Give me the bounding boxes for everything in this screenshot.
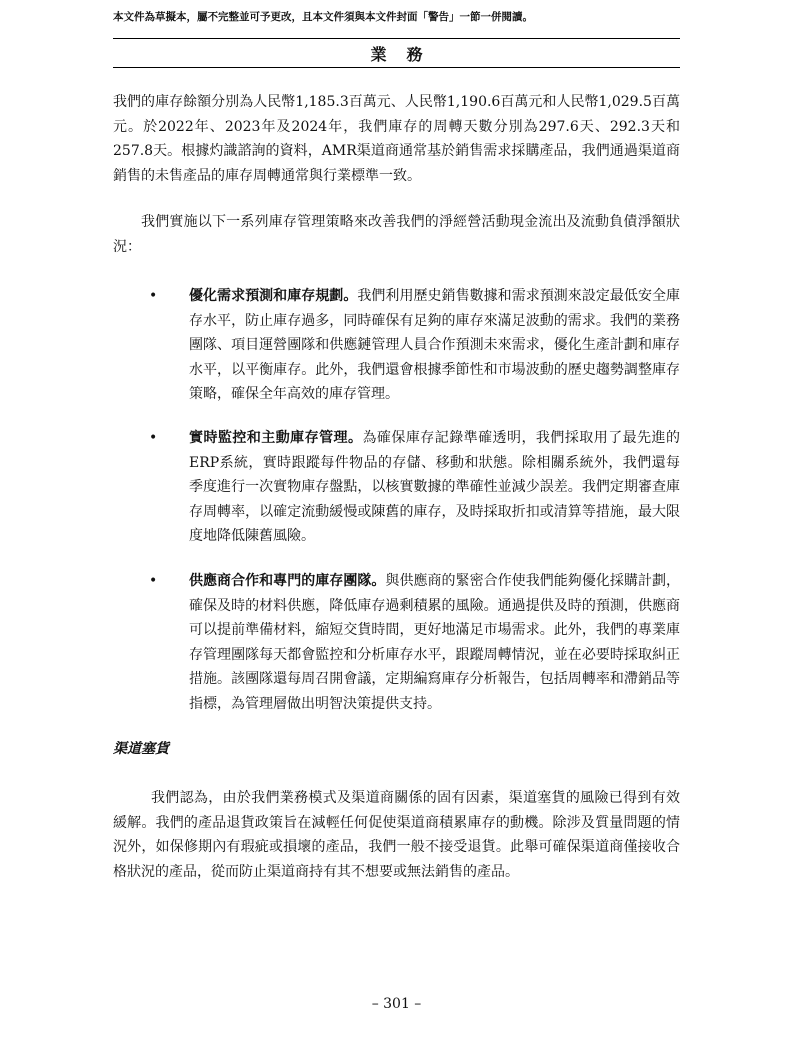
section-title: 業務: [370, 45, 443, 64]
bullet-lead: 實時監控和主動庫存管理。: [189, 430, 363, 446]
bullet-lead: 優化需求預測和庫存規劃。: [189, 288, 358, 304]
paragraph-inventory-balance: 我們的庫存餘額分別為人民幣1,185.3百萬元、人民幣1,190.6百萬元和人民幣1,029.5百萬元。於2022年、2023年及2024年，我們庫存的周轉天數分別為297.6天、292.3天和257.8天。根據灼識諮詢的資料，AMR渠道商通常基於銷售需求採購產品，我們通過渠道商銷售的未售產品的庫存周轉通常與行業標準一致。: [113, 94, 680, 184]
bullet-marker: •: [149, 430, 158, 446]
subheading-channel-stuffing: 渠道塞貨: [113, 741, 169, 757]
paragraph-strategy-intro: 我們實施以下一系列庫存管理策略來改善我們的淨經營活動現金流出及流動負債淨額狀況：: [113, 214, 680, 255]
paragraph-channel-stuffing: 我們認為，由於我們業務模式及渠道商關係的固有因素，渠道塞貨的風險已得到有效緩解。我們的產品退貨政策旨在減輕任何促使渠道商積累庫存的動機。除涉及質量問題的情況外，如保修期內有瑕疵或損壞的產品，我們一般不接受退貨。此舉可確保渠道商僅接收合格狀況的產品，從而防止渠道商持有其不想要或無法銷售的產品。: [113, 790, 680, 880]
bullet-body: 與供應商的緊密合作使我們能夠優化採購計劃，確保及時的材料供應，降低庫存過剩積累的風險。通過提供及時的預測，供應商可以提前準備材料，縮短交貨時間，更好地滿足市場需求。此外，我們的專業庫存管理團隊每天都會監控和分析庫存水平，跟蹤周轉情況，並在必要時採取糾正措施。該團隊還每周召開會議，定期編寫庫存分析報告，包括周轉率和滯銷品等指標，為管理層做出明智決策提供支持。: [189, 573, 681, 712]
page-number: – 301 –: [371, 996, 422, 1012]
draft-warning-banner: 本文件為草擬本，屬不完整並可予更改，且本文件須與本文件封面「警告」一節一併閱讀。: [113, 11, 533, 23]
bullet-body: 我們利用歷史銷售數據和需求預測來設定最低安全庫存水平，防止庫存過多，同時確保有足夠的庫存來滿足波動的需求。我們的業務團隊、項目運營團隊和供應鏈管理人員合作預測未來需求，優化生產計劃和庫存水平，以平衡庫存。此外，我們還會根據季節性和市場波動的歷史趨勢調整庫存策略，確保全年高效的庫存管理。: [189, 288, 681, 402]
bullet-marker: •: [149, 573, 158, 589]
bullet-text: [189, 284, 680, 407]
header-rule-top: [113, 38, 680, 39]
bullet-text: [189, 426, 680, 549]
bullet-body: 為確保庫存記錄準確透明，我們採取用了最先進的ERP系統，實時跟蹤每件物品的存儲、移動和狀態。除相關系統外，我們還每季度進行一次實物庫存盤點，以核實數據的準確性並減少誤差。我們定期審查庫存周轉率，以確定流動緩慢或陳舊的庫存，及時採取折扣或清算等措施，最大限度地降低陳舊風險。: [189, 430, 681, 544]
bullet-marker: •: [149, 288, 158, 304]
bullet-lead: 供應商合作和專門的庫存團隊。: [189, 573, 386, 589]
bullet-text: [189, 569, 680, 716]
header-rule-bottom: [113, 67, 680, 68]
